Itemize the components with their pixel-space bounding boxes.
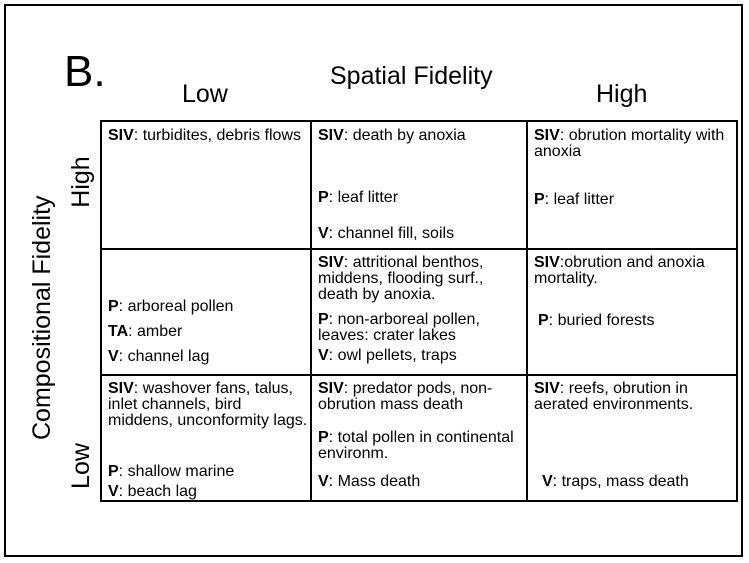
- spatial-fidelity-title: Spatial Fidelity: [330, 62, 493, 90]
- cell-mid-low: [102, 250, 310, 374]
- spatial-high-label: High: [596, 80, 648, 108]
- entry: P: total pollen in continental environm.: [318, 429, 514, 462]
- entry: V: Mass death: [318, 473, 421, 490]
- fidelity-matrix: [100, 120, 738, 502]
- panel-label: B.: [64, 47, 106, 96]
- cell-mid-mid: [312, 250, 526, 374]
- cell-high-low: [102, 122, 310, 248]
- entry: SIV: death by anoxia: [318, 127, 466, 144]
- entry: TA: amber: [108, 323, 183, 340]
- entry: SIV: attritional benthos, middens, flooding surf., death by anoxia.: [318, 254, 484, 303]
- cell-low-high: [528, 376, 736, 500]
- cell-mid-high: [528, 250, 736, 374]
- entry: P: shallow marine: [108, 463, 235, 480]
- entry: V: beach lag: [108, 483, 197, 500]
- entry: P: non-arboreal pollen, leaves: crater lakes: [318, 311, 480, 344]
- entry: P: leaf litter: [318, 189, 399, 206]
- cell-high-high: [528, 122, 736, 248]
- cell-high-mid: [312, 122, 526, 248]
- compositional-fidelity-title: Compositional Fidelity: [28, 195, 56, 440]
- entry: SIV: predator pods, non-obrution mass death: [318, 380, 493, 413]
- entry: P: leaf litter: [534, 191, 615, 208]
- cell-low-low: [102, 376, 310, 500]
- entry: SIV:obrution and anoxia mortality.: [534, 254, 705, 287]
- entry: SIV: obrution mortality with anoxia: [534, 127, 725, 160]
- spatial-low-label: Low: [182, 80, 228, 108]
- cell-low-mid: [312, 376, 526, 500]
- entry: P: buried forests: [538, 312, 655, 329]
- entry: V: channel fill, soils: [318, 225, 455, 242]
- entry: V: owl pellets, traps: [318, 347, 457, 364]
- entry: P: arboreal pollen: [108, 298, 234, 315]
- entry: SIV: reefs, obrution in aerated environments.: [534, 380, 694, 413]
- compositional-high-label: High: [67, 156, 95, 208]
- entry: V: traps, mass death: [542, 473, 689, 490]
- compositional-low-label: Low: [67, 443, 95, 489]
- entry: SIV: turbidites, debris flows: [108, 127, 301, 144]
- entry: SIV: washover fans, talus, inlet channels, bird middens, unconformity lags.: [108, 380, 308, 429]
- entry: V: channel lag: [108, 348, 210, 365]
